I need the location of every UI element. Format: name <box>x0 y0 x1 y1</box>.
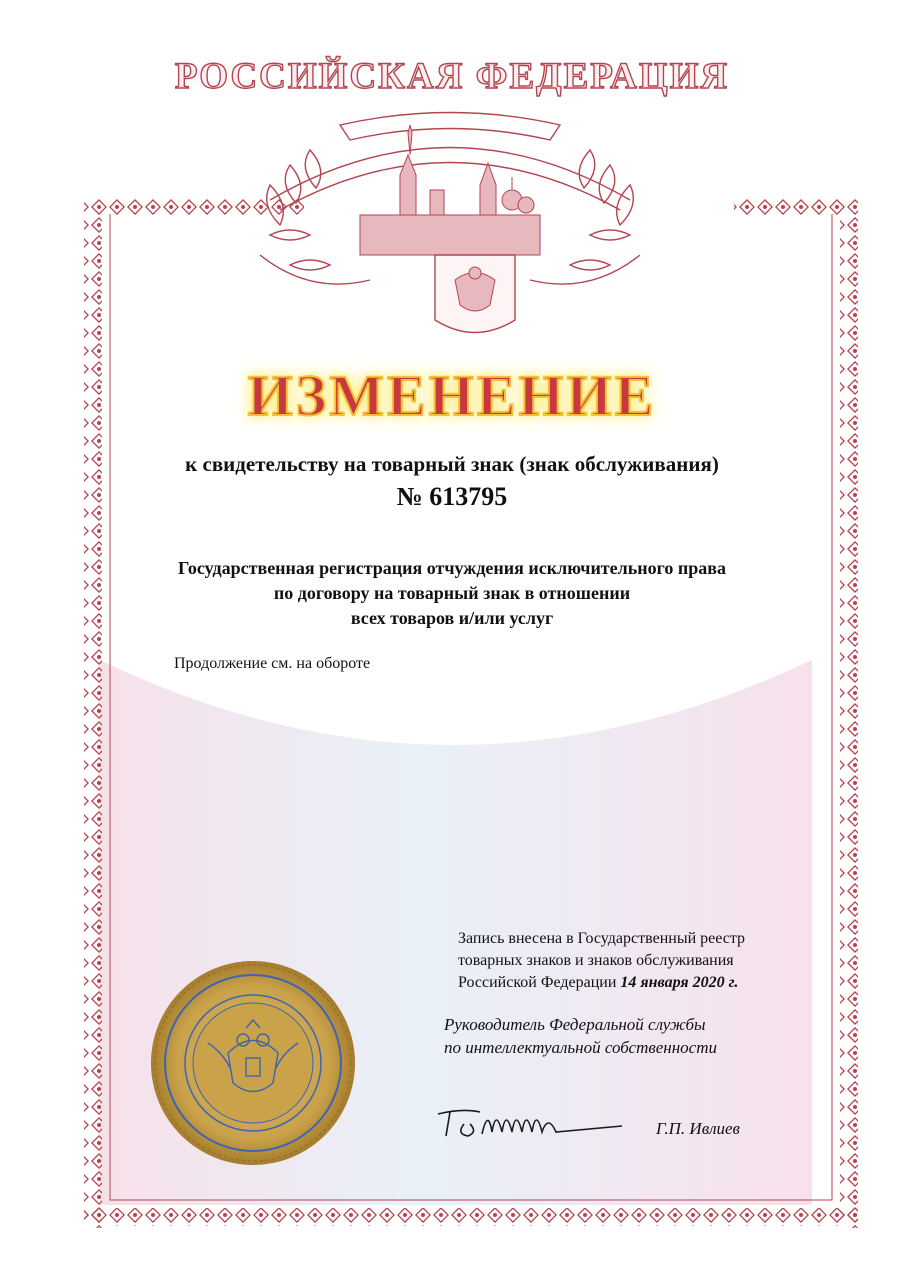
record-line-prefix: Российской Федерации <box>458 974 617 991</box>
document-title-wrap <box>0 362 904 429</box>
record-line: товарных знаков и знаков обслуживания <box>458 952 734 969</box>
record-date: 14 января 2020 г. <box>620 974 739 991</box>
registration-line: по договору на товарный знак в отношении <box>273 583 631 603</box>
authority-title: Руководитель Федеральной службы <box>444 1015 706 1034</box>
document-title: ИЗМЕНЕНИЕ <box>247 363 657 428</box>
official-seal <box>148 958 358 1168</box>
record-line <box>458 972 788 994</box>
authority-title: по интеллектуальной собственности <box>444 1038 717 1057</box>
registration-text <box>0 556 904 631</box>
registry-record <box>458 928 788 994</box>
authority-block <box>444 1013 717 1059</box>
signature <box>432 1104 632 1144</box>
signer-name: Г.П. Ивлиев <box>656 1119 740 1138</box>
registration-line: Государственная регистрация отчуждения исключительного права <box>178 558 726 578</box>
country-heading: РОССИЙСКАЯ ФЕДЕРАЦИЯ <box>174 56 730 97</box>
kremlin-emblem <box>250 105 650 355</box>
document-subtitle: к свидетельству на товарный знак (знак обслуживания) <box>185 452 719 476</box>
certificate-number: № 613795 <box>396 482 508 511</box>
record-line: Запись внесена в Государственный реестр <box>458 930 746 947</box>
registration-line: всех товаров и/или услуг <box>350 608 554 628</box>
continuation-note: Продолжение см. на обороте <box>174 655 371 672</box>
